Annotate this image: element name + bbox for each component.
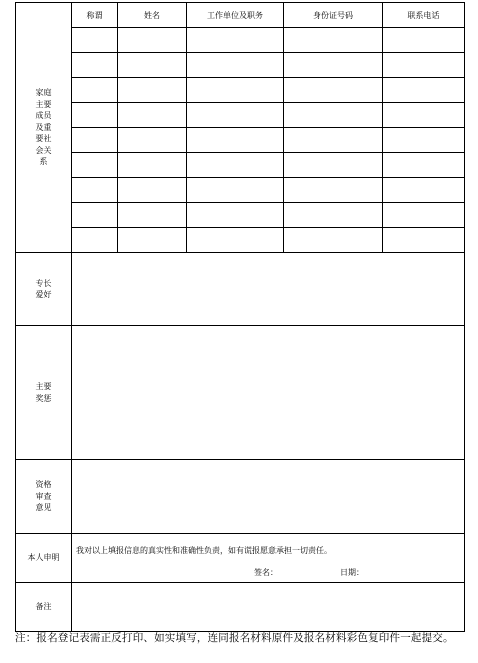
- registration-form-table: [15, 2, 465, 632]
- employer-position-cell[interactable]: [187, 103, 284, 128]
- review-label: 资格审查意见: [16, 460, 72, 534]
- id-number-cell[interactable]: [284, 178, 383, 203]
- remarks-label: 备注: [16, 583, 72, 632]
- employer-position-cell[interactable]: [187, 178, 284, 203]
- phone-cell[interactable]: [383, 153, 465, 178]
- employer-position-cell[interactable]: [187, 128, 284, 153]
- family-section-label: [16, 3, 72, 253]
- id-number-cell[interactable]: [284, 53, 383, 78]
- specialty-row: [16, 253, 465, 326]
- relation-cell[interactable]: [72, 203, 118, 228]
- employer-position-cell[interactable]: [187, 203, 284, 228]
- id-number-cell[interactable]: [284, 203, 383, 228]
- header-name: 姓名: [118, 3, 187, 28]
- header-phone: 联系电话: [383, 3, 465, 28]
- relation-cell[interactable]: [72, 103, 118, 128]
- family-row: [16, 78, 465, 103]
- specialty-field[interactable]: [72, 253, 465, 326]
- declaration-cell: [72, 534, 465, 583]
- phone-cell[interactable]: [383, 128, 465, 153]
- signature-label: 签名：: [254, 568, 278, 577]
- name-cell[interactable]: [118, 178, 187, 203]
- family-section-label-text: 家庭主要成员及重要社会关系: [35, 88, 52, 167]
- phone-cell[interactable]: [383, 203, 465, 228]
- name-cell[interactable]: [118, 128, 187, 153]
- name-cell[interactable]: [118, 78, 187, 103]
- family-row: [16, 153, 465, 178]
- name-cell[interactable]: [118, 153, 187, 178]
- relation-cell[interactable]: [72, 53, 118, 78]
- relation-cell[interactable]: [72, 78, 118, 103]
- name-cell[interactable]: [118, 203, 187, 228]
- signature-line: [72, 567, 464, 581]
- phone-cell[interactable]: [383, 178, 465, 203]
- phone-cell[interactable]: [383, 78, 465, 103]
- header-employer-position: 工作单位及职务: [187, 3, 284, 28]
- specialty-label: 专长爱好: [16, 253, 72, 326]
- family-row: [16, 228, 465, 253]
- family-header-row: [16, 3, 465, 28]
- phone-cell[interactable]: [383, 228, 465, 253]
- declaration-text: 我对以上填报信息的真实性和准确性负责，如有谎报愿意承担一切责任。: [76, 546, 332, 555]
- review-row: [16, 460, 465, 534]
- relation-cell[interactable]: [72, 28, 118, 53]
- family-row: [16, 103, 465, 128]
- review-field[interactable]: [72, 460, 465, 534]
- id-number-cell[interactable]: [284, 153, 383, 178]
- name-cell[interactable]: [118, 53, 187, 78]
- family-row: [16, 28, 465, 53]
- header-relation: 称谓: [72, 3, 118, 28]
- header-id-number: 身份证号码: [284, 3, 383, 28]
- id-number-cell[interactable]: [284, 28, 383, 53]
- date-label: 日期：: [340, 568, 364, 577]
- awards-row: [16, 326, 465, 460]
- name-cell[interactable]: [118, 103, 187, 128]
- relation-cell[interactable]: [72, 153, 118, 178]
- declaration-label: 本人申明: [16, 534, 72, 583]
- phone-cell[interactable]: [383, 28, 465, 53]
- awards-label: 主要奖惩: [16, 326, 72, 460]
- id-number-cell[interactable]: [284, 228, 383, 253]
- employer-position-cell[interactable]: [187, 28, 284, 53]
- family-row: [16, 178, 465, 203]
- employer-position-cell[interactable]: [187, 53, 284, 78]
- footnote: 注：报名登记表需正反打印、如实填写，连同报名材料原件及报名材料彩色复印件一起提交。: [15, 632, 454, 644]
- name-cell[interactable]: [118, 28, 187, 53]
- id-number-cell[interactable]: [284, 103, 383, 128]
- employer-position-cell[interactable]: [187, 153, 284, 178]
- relation-cell[interactable]: [72, 128, 118, 153]
- remarks-field[interactable]: [72, 583, 465, 632]
- employer-position-cell[interactable]: [187, 78, 284, 103]
- declaration-row: [16, 534, 465, 583]
- name-cell[interactable]: [118, 228, 187, 253]
- relation-cell[interactable]: [72, 178, 118, 203]
- awards-field[interactable]: [72, 326, 465, 460]
- remarks-row: [16, 583, 465, 632]
- id-number-cell[interactable]: [284, 78, 383, 103]
- employer-position-cell[interactable]: [187, 228, 284, 253]
- phone-cell[interactable]: [383, 53, 465, 78]
- family-row: [16, 203, 465, 228]
- family-row: [16, 53, 465, 78]
- relation-cell[interactable]: [72, 228, 118, 253]
- id-number-cell[interactable]: [284, 128, 383, 153]
- family-row: [16, 128, 465, 153]
- phone-cell[interactable]: [383, 103, 465, 128]
